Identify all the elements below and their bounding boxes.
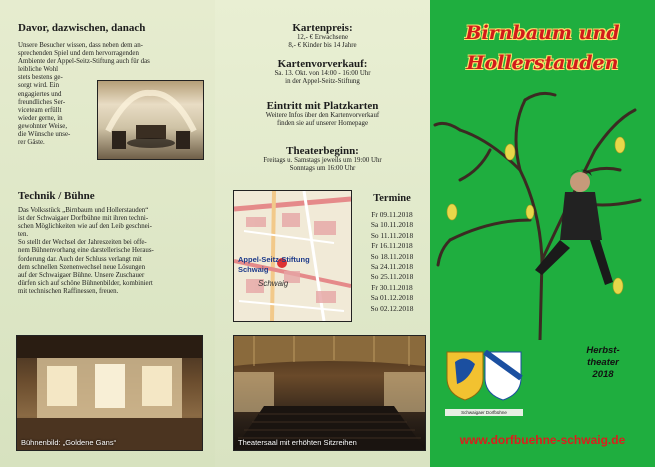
title-line-1: Birnbaum und <box>465 22 620 44</box>
crest-label: Schwaigaer Dorfbühne <box>445 409 523 416</box>
text-line: Das Volksstück „Birnbaum und Hollerstauden“ <box>18 207 149 214</box>
section-title-technique: Technik / Bühne <box>18 190 95 202</box>
presale-location: in der Appel-Seitz-Stiftung <box>285 78 360 86</box>
dates-title: Termine <box>373 193 411 204</box>
text-line: So stellt der Wechsel der Jahreszeiten bei offe- <box>18 239 147 247</box>
date-item: Sa 24.11.2018 <box>370 262 414 272</box>
admission-title: Eintritt mit Platzkarten <box>266 100 379 112</box>
cover-title <box>430 18 655 78</box>
stage-photo <box>16 335 203 451</box>
text-line: die Wünsche unse- <box>18 131 71 139</box>
map-label-venue-2: Schwaig <box>238 265 269 274</box>
title-line-2: Hollerstauden <box>466 52 619 74</box>
date-item: So 02.12.2018 <box>370 303 414 313</box>
date-item: Fr 30.11.2018 <box>371 282 413 292</box>
text-line: gewohnter Weise, <box>18 122 68 130</box>
middle-panel <box>215 0 430 467</box>
text-line: engagiertes und <box>18 90 62 98</box>
stage-photo-caption: Bühnenbild: „Goldene Gans“ <box>21 438 117 447</box>
text-line: ten. <box>18 231 29 239</box>
text-line: auf der Schwaigaer Bühne. Unsere Zuschauer <box>18 271 145 279</box>
date-item: So 18.11.2018 <box>370 251 414 261</box>
presale-title: Kartenvorverkauf: <box>277 58 368 70</box>
showtimes-sunday: Sonntags um 16:00 Uhr <box>289 165 356 173</box>
date-item: Fr 16.11.2018 <box>371 241 413 251</box>
theater-hall-photo <box>233 335 426 451</box>
showtimes-block <box>215 145 430 173</box>
website-link[interactable]: www.dorfbuehne-schwaig.de <box>459 433 626 447</box>
text-line: viceteam erfüllt <box>18 106 62 114</box>
text-line: dürfen sich auf schöne Bühnenbilder, kombiniert <box>18 279 153 287</box>
text-line: ist der Schwaigaer Dorfbühne mit ihren techni- <box>18 215 149 223</box>
text-line: leibliche Wohl <box>18 66 59 74</box>
text-line: rer Gäste. <box>18 139 45 147</box>
price-adults: 12,- € Erwachsene <box>296 34 349 41</box>
text-line: wieder gerne, in <box>18 114 63 122</box>
hall-illustration <box>234 336 425 450</box>
price-children: 8,- € Kinder bis 14 Jahre <box>288 42 357 50</box>
presale-block <box>215 58 430 86</box>
map-label-town: Schwaig <box>258 279 289 288</box>
restaurant-photo <box>97 80 204 160</box>
season-badge <box>570 345 636 381</box>
prices-title: Kartenpreis: <box>292 22 353 34</box>
cover-panel <box>430 0 655 467</box>
left-panel <box>0 0 215 467</box>
admission-info-2: finden sie auf unserer Homepage <box>276 120 369 128</box>
badge-line-1: Herbst- <box>586 345 620 356</box>
text-line: dem schnellen Szenenwechsel neue Lösungen <box>18 263 146 271</box>
prices-block <box>215 22 430 50</box>
date-item: Sa 10.11.2018 <box>370 220 414 230</box>
text-line: stets bestens ge- <box>18 74 63 82</box>
date-item: So 25.11.2018 <box>370 272 414 282</box>
club-crest <box>445 350 523 420</box>
presale-time: Sa. 13. Okt. von 14:00 - 16:00 Uhr <box>274 70 371 77</box>
stage-illustration <box>17 336 202 450</box>
hall-photo-caption: Theatersaal mit erhöhten Sitzreihen <box>238 438 357 447</box>
crest-icon <box>445 350 523 402</box>
date-item: Sa 01.12.2018 <box>370 293 414 303</box>
map-label-venue: Appel-Seitz-Stiftung <box>238 255 310 264</box>
admission-info-1: Weitere Infos über den Kartenvorverkauf <box>265 112 380 119</box>
dates-list <box>358 210 426 314</box>
date-item: Fr 09.11.2018 <box>371 210 413 219</box>
showtimes-weekend: Freitags u. Samstags jeweils um 19:00 Uhr <box>263 157 382 164</box>
badge-line-3: 2018 <box>592 369 614 380</box>
text-line: Ambiente der Appel-Seitz-Stiftung auch für das <box>18 58 150 66</box>
pear-tree-illustration <box>430 90 655 340</box>
text-line: nem Bühnenvorhang eine darstellerische Heraus- <box>18 247 154 255</box>
technique-text <box>18 207 208 296</box>
text-line: Unsere Besucher wissen, dass neben dem an- <box>18 42 143 49</box>
text-line: freundliches Ser- <box>18 98 66 106</box>
text-line: schen Möglichkeiten wie auf den Leib geschnei- <box>18 223 152 231</box>
date-item: So 11.11.2018 <box>370 230 414 240</box>
text-line: sprechenden Spiel und dem hervorragenden <box>18 50 139 58</box>
section-title-before-after: Davor, dazwischen, danach <box>18 22 146 34</box>
location-map <box>233 190 352 322</box>
text-line: sorgt wird. Ein <box>18 82 60 90</box>
showtimes-title: Theaterbeginn: <box>286 145 359 157</box>
badge-line-2: theater <box>587 357 619 368</box>
restaurant-illustration <box>98 81 203 159</box>
admission-block <box>215 100 430 128</box>
text-line: mit technischen Raffinessen, freuen. <box>18 287 119 295</box>
dates-block <box>358 193 426 314</box>
actor-figure <box>535 170 613 285</box>
text-line: forderung dar. Auch der Schluss verlangt mit <box>18 255 142 263</box>
